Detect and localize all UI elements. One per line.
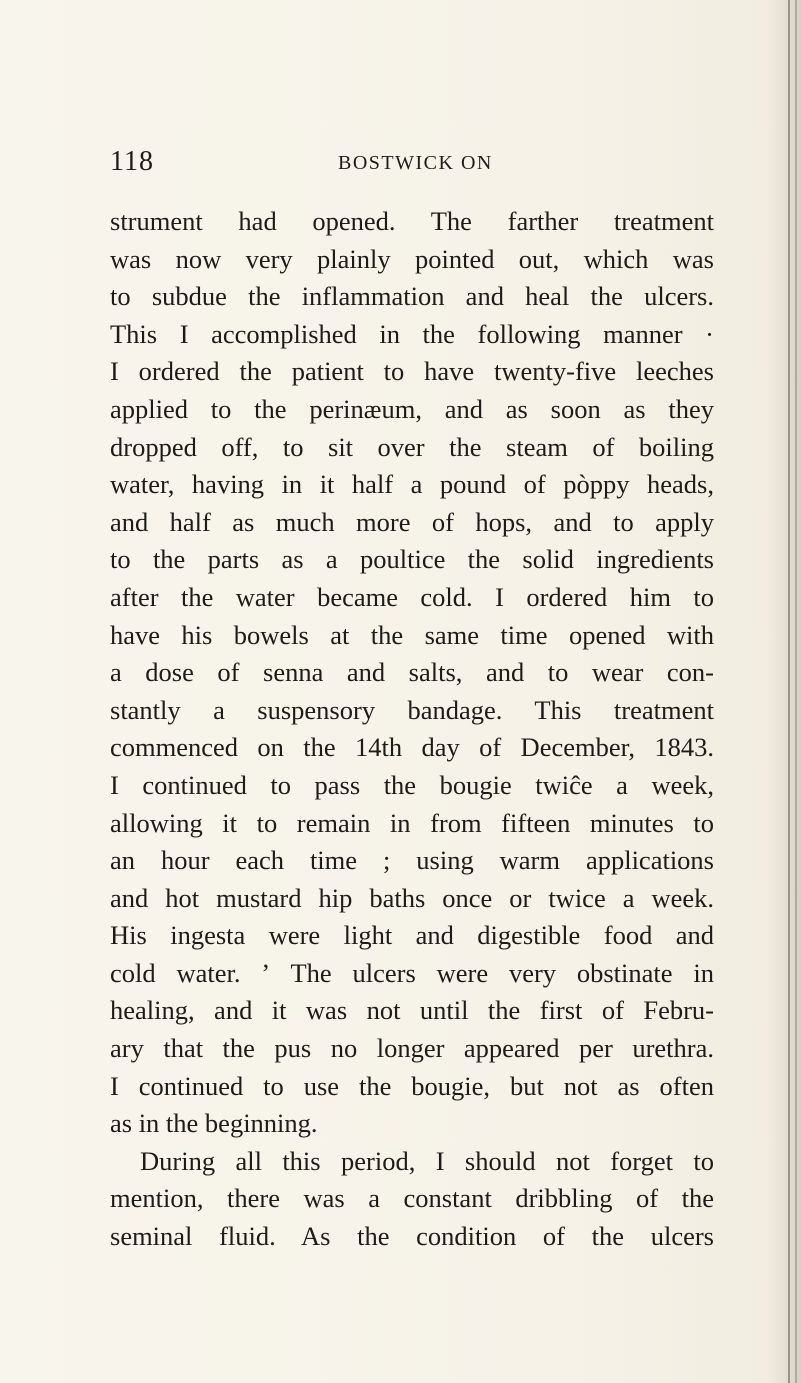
text-line: This I accomplished in the following manner · bbox=[110, 318, 714, 349]
text-line: allowing it to remain in from fifteen minutes to bbox=[110, 807, 714, 838]
text-line: strument had opened. The farther treatment bbox=[110, 206, 714, 236]
text-line: and hot mustard hip baths once or twice a week. bbox=[110, 882, 714, 913]
text-line: seminal fluid. As the condition of the ulcers bbox=[110, 1221, 714, 1252]
text-line: applied to the perinæum, and as soon as they bbox=[110, 393, 714, 424]
page-edge-shadow bbox=[767, 0, 801, 1383]
text-line: an hour each time ; using warm applications bbox=[110, 845, 714, 876]
body-text bbox=[110, 203, 714, 1256]
text-line: mention, there was a constant dribbling of the bbox=[110, 1183, 714, 1214]
text-line: as in the beginning. bbox=[110, 1108, 318, 1139]
text-line: I continued to pass the bougie twiĉe a week, bbox=[110, 769, 714, 800]
text-line: to the parts as a poultice the solid ingredients bbox=[110, 544, 714, 575]
text-line: a dose of senna and salts, and to wear con- bbox=[110, 657, 714, 688]
text-line: cold water. ʼ The ulcers were very obstinate in bbox=[110, 957, 714, 988]
page-edge-line bbox=[788, 0, 790, 1383]
page-edge-line bbox=[795, 0, 797, 1383]
text-line: stantly a suspensory bandage. This treatment bbox=[110, 694, 714, 725]
text-line: healing, and it was not until the first of Febru- bbox=[110, 995, 714, 1026]
running-head bbox=[110, 146, 710, 178]
running-title: BOSTWICK ON bbox=[338, 152, 493, 174]
text-line: dropped off, to sit over the steam of boiling bbox=[110, 431, 714, 462]
text-line: and half as much more of hops, and to apply bbox=[110, 506, 714, 537]
text-line: after the water became cold. I ordered him to bbox=[110, 581, 714, 612]
text-line: was now very plainly pointed out, which was bbox=[110, 243, 714, 274]
text-line: water, having in it half a pound of pòppy heads, bbox=[110, 469, 714, 500]
text-line: have his bowels at the same time opened with bbox=[110, 619, 714, 650]
text-line: commenced on the 14th day of December, 1843. bbox=[110, 732, 714, 763]
text-line: to subdue the inflammation and heal the ulcers. bbox=[110, 281, 714, 312]
text-line: ary that the pus no longer appeared per urethra. bbox=[110, 1033, 714, 1064]
page-number: 118 bbox=[110, 146, 154, 177]
text-line: His ingesta were light and digestible food and bbox=[110, 920, 714, 951]
text-line: I continued to use the bougie, but not as often bbox=[110, 1070, 714, 1101]
text-line: I ordered the patient to have twenty-five leeches bbox=[110, 356, 714, 387]
text-line: During all this period, I should not forget to bbox=[140, 1145, 714, 1176]
